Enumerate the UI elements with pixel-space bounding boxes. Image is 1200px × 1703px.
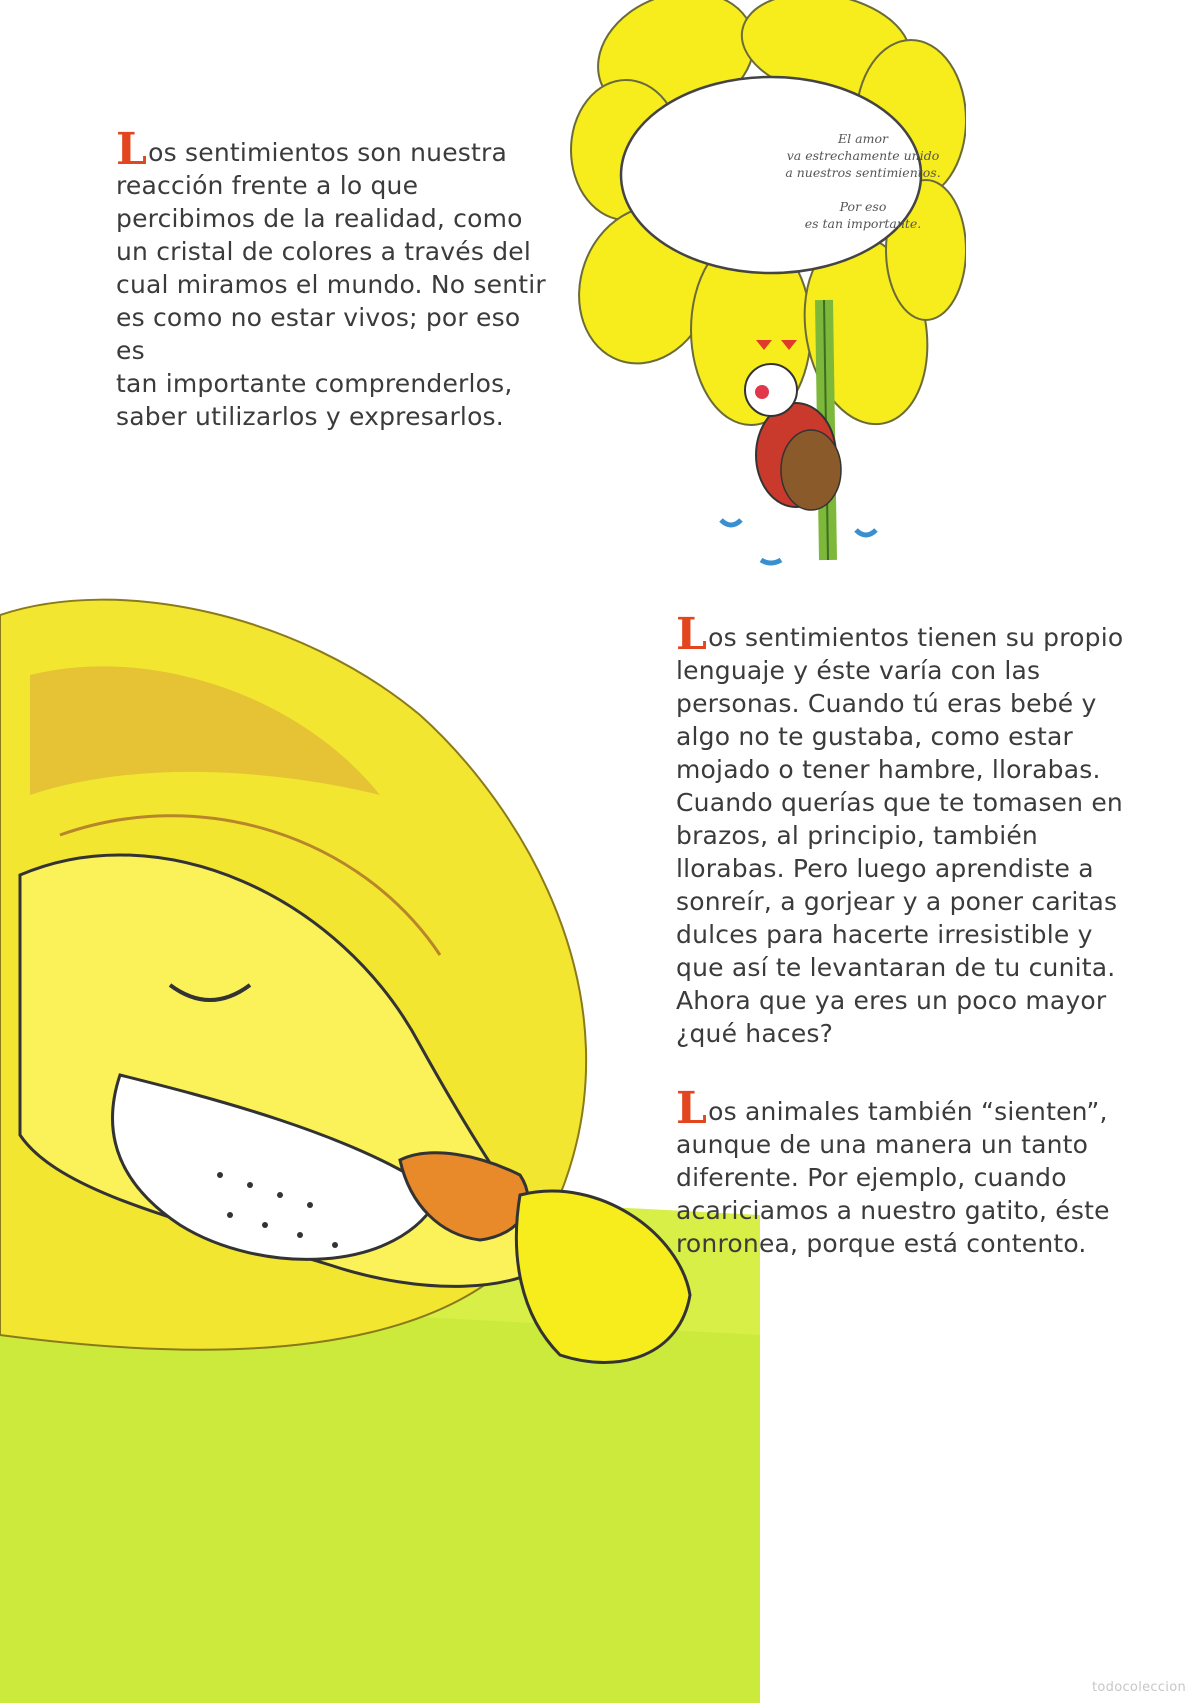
paragraph-animals xyxy=(676,1083,1136,1260)
drop-cap: L xyxy=(676,1083,708,1134)
drop-cap: L xyxy=(116,124,148,175)
sunflower-with-ladybug-icon xyxy=(566,0,966,575)
watermark: todocoleccion xyxy=(1092,1680,1186,1695)
paragraph-text: os sentimientos son nuestra reacción frente a lo que percibimos de la realidad, como un cristal de colores a través del cual miramos el mundo. No sentir es como no estar vivos; por eso es tan importante comprenderlos, saber utilizarlos y expresarlos. xyxy=(116,138,546,431)
sleeping-lion-icon xyxy=(0,575,760,1703)
paragraph-language xyxy=(676,609,1136,1050)
paragraph-intro xyxy=(116,124,556,433)
paragraph-text: os sentimientos tienen su propio lenguaje y éste varía con las personas. Cuando tú eras bebé y algo no te gustaba, como estar mojado o tener hambre, llorabas. Cuando querías que te tomasen en brazos, al principio, también llorabas. Pero luego aprendiste a sonreír, a gorjear y a poner caritas dulces para hacerte irresistible y que así te levantaran de tu cunita. Ahora que ya eres un poco mayor ¿qué haces? xyxy=(676,623,1124,1048)
drop-cap: L xyxy=(676,609,708,660)
flower-bubble-text xyxy=(768,130,958,232)
paragraph-text: os animales también “sienten”, aunque de una manera un tanto diferente. Por ejemplo, cuando acariciamos a nuestro gatito, éste ronronea, porque está contento. xyxy=(676,1097,1110,1258)
flower-text-line2: Por eso es tan importante. xyxy=(804,199,922,231)
flower-text-line1: El amor va estrechamente unido a nuestros sentimientos. xyxy=(785,131,941,180)
